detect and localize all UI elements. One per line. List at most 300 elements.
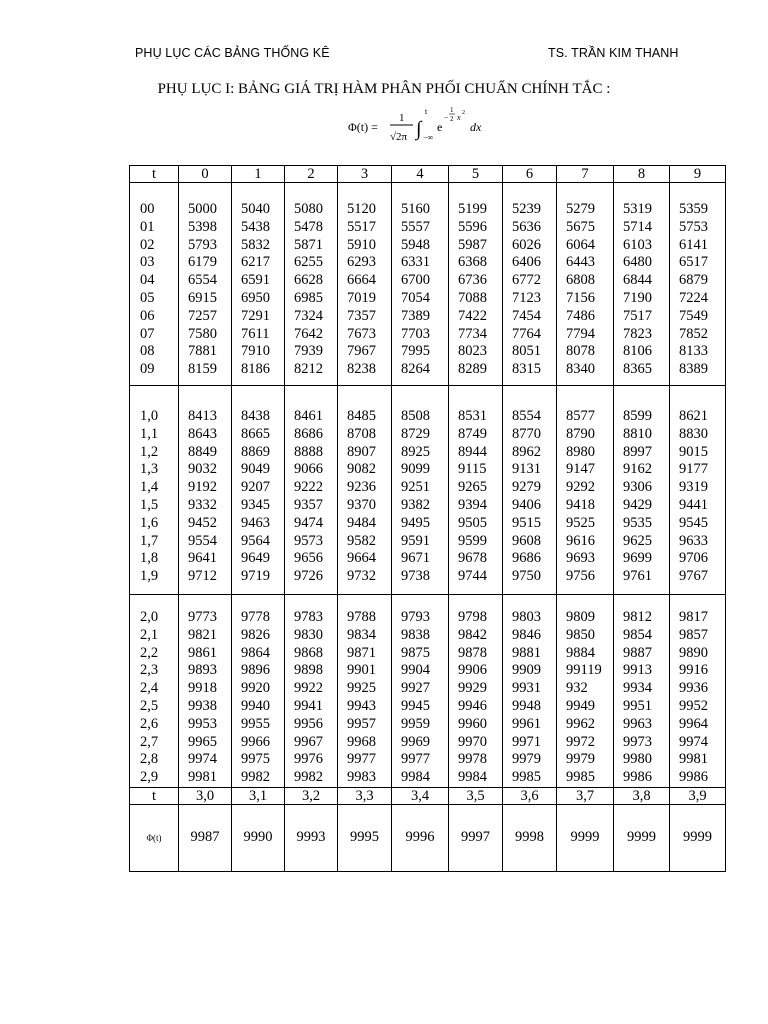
table-cell: 9916 <box>679 662 708 679</box>
row-label: 1,6 <box>140 514 159 531</box>
page-title: PHỤ LỤC I: BẢNG GIÁ TRỊ HÀM PHÂN PHỐI CHUẨN CHÍNH TẮC : <box>157 81 611 97</box>
tail-t-value: 3,2 <box>285 787 338 804</box>
value-column <box>285 594 338 787</box>
row-label: 2,1 <box>140 626 159 643</box>
row-label: 1,4 <box>140 479 159 496</box>
row-label: 2,7 <box>140 733 159 750</box>
table-cell: 99119 <box>566 662 602 679</box>
table-cell: 9931 <box>512 680 541 697</box>
table-cell: 9712 <box>188 568 217 585</box>
table-cell: 8770 <box>512 425 541 442</box>
col-header-2: 2 <box>285 166 338 183</box>
table-cell: 6915 <box>188 289 217 306</box>
table-cell: 9015 <box>679 443 708 460</box>
table-cell: 9977 <box>347 751 376 768</box>
table-cell: 9162 <box>623 461 652 478</box>
table-cell: 9846 <box>512 626 541 643</box>
table-cell: 9970 <box>458 733 487 750</box>
table-cell: 9920 <box>241 680 270 697</box>
col-header-3: 3 <box>338 166 392 183</box>
table-cell: 8830 <box>679 425 708 442</box>
table-cell: 7881 <box>188 343 217 360</box>
table-cell: 9793 <box>401 608 430 625</box>
table-cell: 6255 <box>294 254 323 271</box>
table-cell: 7995 <box>401 343 430 360</box>
table-cell: 9949 <box>566 697 595 714</box>
table-cell: 8907 <box>347 443 376 460</box>
table-cell: 9798 <box>458 608 487 625</box>
table-cell: 9706 <box>679 550 708 567</box>
table-cell: 9826 <box>241 626 270 643</box>
tail-phi-value: 9998 <box>503 804 557 871</box>
table-cell: 9884 <box>566 644 595 661</box>
table-cell: 9941 <box>294 697 323 714</box>
table-cell: 8708 <box>347 425 376 442</box>
table-cell: 7486 <box>566 307 595 324</box>
table-cell: 9515 <box>512 514 541 531</box>
table-cell: 9693 <box>566 550 595 567</box>
table-cell: 9830 <box>294 626 323 643</box>
table-cell: 5675 <box>566 218 595 235</box>
table-cell: 9890 <box>679 644 708 661</box>
table-cell: 9868 <box>294 644 323 661</box>
table-cell: 9978 <box>458 751 487 768</box>
table-cell: 9147 <box>566 461 595 478</box>
table-cell: 9066 <box>294 461 323 478</box>
table-cell: 8925 <box>401 443 430 460</box>
table-cell: 9979 <box>512 751 541 768</box>
formula-integral-upper: t <box>425 107 428 116</box>
value-column <box>392 385 449 594</box>
table-cell: 9927 <box>401 680 430 697</box>
table-cell: 9864 <box>241 644 270 661</box>
row-label: 1,2 <box>140 443 159 460</box>
table-cell: 9608 <box>512 532 541 549</box>
formula-integral-lower: −∞ <box>423 133 434 142</box>
row-label: 2,4 <box>140 680 159 697</box>
table-cell: 8665 <box>241 425 270 442</box>
table-cell: 5398 <box>188 218 217 235</box>
table-cell: 6808 <box>566 272 595 289</box>
table-cell: 8023 <box>458 343 487 360</box>
tail-phi-value: 9999 <box>670 804 726 871</box>
table-cell: 9854 <box>623 626 652 643</box>
table-cell: 5438 <box>241 218 270 235</box>
table-cell: 9871 <box>347 644 376 661</box>
table-cell: 5120 <box>347 201 376 217</box>
row-label: 09 <box>140 361 155 378</box>
table-cell: 9952 <box>679 697 708 714</box>
table-cell: 5557 <box>401 218 430 235</box>
row-label: 03 <box>140 254 155 271</box>
table-cell: 8264 <box>401 361 430 378</box>
table-cell: 9918 <box>188 680 217 697</box>
formula-exp-base: e <box>437 120 443 134</box>
table-cell: 9838 <box>401 626 430 643</box>
table-cell: 6879 <box>679 272 708 289</box>
table-cell: 9279 <box>512 479 541 496</box>
formula-denominator: √2π <box>390 131 408 143</box>
table-cell: 8461 <box>294 407 323 424</box>
table-cell: 9969 <box>401 733 430 750</box>
table-cell: 9115 <box>458 461 487 478</box>
table-cell: 8997 <box>623 443 652 460</box>
header-row <box>130 166 726 183</box>
value-column <box>449 594 503 787</box>
row-label: 01 <box>140 218 155 235</box>
tail-t-value: 3,3 <box>338 787 392 804</box>
table-cell: 9599 <box>458 532 487 549</box>
col-header-t: t <box>130 166 179 183</box>
row-label: 00 <box>140 201 155 217</box>
table-cell: 6179 <box>188 254 217 271</box>
table-cell: 9936 <box>679 680 708 697</box>
table-cell: 6064 <box>566 236 595 253</box>
table-cell: 9418 <box>566 496 595 513</box>
table-cell: 5832 <box>241 236 270 253</box>
table-cell: 7549 <box>679 307 708 324</box>
table-cell: 9686 <box>512 550 541 567</box>
table-cell: 7422 <box>458 307 487 324</box>
table-cell: 5987 <box>458 236 487 253</box>
table-cell: 9441 <box>679 496 708 513</box>
value-column <box>670 183 726 386</box>
table-cell: 9925 <box>347 680 376 697</box>
value-column <box>670 594 726 787</box>
table-cell: 9966 <box>241 733 270 750</box>
table-cell: 7054 <box>401 289 430 306</box>
row-label: 2,6 <box>140 715 159 732</box>
table-cell: 8413 <box>188 407 217 424</box>
row-label: 05 <box>140 289 155 306</box>
table-cell: 7123 <box>512 289 541 306</box>
col-header-1: 1 <box>232 166 285 183</box>
table-cell: 8508 <box>401 407 430 424</box>
table-cell: 9946 <box>458 697 487 714</box>
value-column <box>614 385 670 594</box>
table-cell: 9904 <box>401 662 430 679</box>
table-cell: 7357 <box>347 307 376 324</box>
col-header-7: 7 <box>557 166 614 183</box>
table-cell: 9985 <box>512 769 541 786</box>
table-cell: 9591 <box>401 532 430 549</box>
value-column <box>503 385 557 594</box>
table-cell: 8485 <box>347 407 376 424</box>
table-cell: 9633 <box>679 532 708 549</box>
table-cell: 9803 <box>512 608 541 625</box>
table-cell: 9974 <box>679 733 708 750</box>
table-cell: 9896 <box>241 662 270 679</box>
table-cell: 9773 <box>188 608 217 625</box>
table-cell: 6664 <box>347 272 376 289</box>
col-header-6: 6 <box>503 166 557 183</box>
table-cell: 9265 <box>458 479 487 496</box>
table-cell: 8133 <box>679 343 708 360</box>
table-cell: 7517 <box>623 307 652 324</box>
tail-t-value: 3,7 <box>557 787 614 804</box>
row-label-column <box>130 183 179 386</box>
value-column <box>285 183 338 386</box>
table-cell: 5596 <box>458 218 487 235</box>
row-label-column <box>130 385 179 594</box>
table-cell: 6736 <box>458 272 487 289</box>
table-cell: 9099 <box>401 461 430 478</box>
table-cell: 9463 <box>241 514 270 531</box>
table-cell: 9783 <box>294 608 323 625</box>
table-cell: 9985 <box>566 769 595 786</box>
table-cell: 9535 <box>623 514 652 531</box>
table-cell: 8159 <box>188 361 217 378</box>
table-cell: 9505 <box>458 514 487 531</box>
table-block <box>130 183 726 386</box>
tail-phi-value: 9993 <box>285 804 338 871</box>
formula <box>348 104 508 148</box>
table-cell: 9955 <box>241 715 270 732</box>
table-cell: 9370 <box>347 496 376 513</box>
table-cell: 9394 <box>458 496 487 513</box>
table-cell: 8051 <box>512 343 541 360</box>
col-header-0: 0 <box>179 166 232 183</box>
table-cell: 9962 <box>566 715 595 732</box>
formula-dx: dx <box>470 120 482 134</box>
header-right: TS. TRẦN KIM THANH <box>548 46 679 60</box>
table-cell: 9957 <box>347 715 376 732</box>
table-cell: 9788 <box>347 608 376 625</box>
row-label: 1,9 <box>140 568 159 585</box>
table-cell: 9940 <box>241 697 270 714</box>
value-column <box>670 385 726 594</box>
table-block <box>130 594 726 787</box>
table-cell: 9656 <box>294 550 323 567</box>
value-column <box>338 183 392 386</box>
value-column <box>392 183 449 386</box>
table-cell: 9582 <box>347 532 376 549</box>
table-cell: 9943 <box>347 697 376 714</box>
formula-exp-den: 2 <box>450 115 454 123</box>
table-cell: 9207 <box>241 479 270 496</box>
table-cell: 8365 <box>623 361 652 378</box>
table-cell: 9319 <box>679 479 708 496</box>
table-cell: 6844 <box>623 272 652 289</box>
table-cell: 6480 <box>623 254 652 271</box>
table-cell: 7454 <box>512 307 541 324</box>
table-cell: 5871 <box>294 236 323 253</box>
table-cell: 9778 <box>241 608 270 625</box>
table-cell: 9756 <box>566 568 595 585</box>
table-cell: 9495 <box>401 514 430 531</box>
table-cell: 9406 <box>512 496 541 513</box>
table-cell: 5000 <box>188 201 217 217</box>
table-cell: 9956 <box>294 715 323 732</box>
table-cell: 9984 <box>401 769 430 786</box>
table-cell: 7764 <box>512 325 541 342</box>
formula-exp-sign: − <box>444 113 449 122</box>
table-cell: 9861 <box>188 644 217 661</box>
table-cell: 9963 <box>623 715 652 732</box>
value-column <box>503 594 557 787</box>
table-cell: 7939 <box>294 343 323 360</box>
table-cell: 9678 <box>458 550 487 567</box>
row-label: 02 <box>140 236 155 253</box>
table-cell: 7019 <box>347 289 376 306</box>
table-cell: 9671 <box>401 550 430 567</box>
table-cell: 9974 <box>188 751 217 768</box>
table-cell: 9452 <box>188 514 217 531</box>
table-cell: 9664 <box>347 550 376 567</box>
value-column <box>232 594 285 787</box>
table-cell: 6950 <box>241 289 270 306</box>
table-cell: 7967 <box>347 343 376 360</box>
table-cell: 5753 <box>679 218 708 235</box>
table-cell: 9809 <box>566 608 595 625</box>
value-column <box>179 594 232 787</box>
table-cell: 9332 <box>188 496 217 513</box>
table-cell: 6406 <box>512 254 541 271</box>
table-cell: 5199 <box>458 201 487 217</box>
table-cell: 5793 <box>188 236 217 253</box>
table-cell: 6026 <box>512 236 541 253</box>
tail-phi-value: 9999 <box>614 804 670 871</box>
table-cell: 9938 <box>188 697 217 714</box>
table-cell: 9986 <box>679 769 708 786</box>
table-cell: 7642 <box>294 325 323 342</box>
table-cell: 5359 <box>679 201 708 217</box>
table-cell: 8599 <box>623 407 652 424</box>
table-cell: 9887 <box>623 644 652 661</box>
tail-phi-value: 9997 <box>449 804 503 871</box>
table-cell: 5319 <box>623 201 652 217</box>
table-cell: 8980 <box>566 443 595 460</box>
table-cell: 8869 <box>241 443 270 460</box>
table-cell: 9573 <box>294 532 323 549</box>
table-cell: 9761 <box>623 568 652 585</box>
table-cell: 7190 <box>623 289 652 306</box>
table-cell: 9817 <box>679 608 708 625</box>
value-column <box>557 385 614 594</box>
value-column <box>179 385 232 594</box>
table-cell: 9929 <box>458 680 487 697</box>
table-cell: 9554 <box>188 532 217 549</box>
table-cell: 9564 <box>241 532 270 549</box>
row-label: 1,8 <box>140 550 159 567</box>
row-label: 1,3 <box>140 461 159 478</box>
table-cell: 9909 <box>512 662 541 679</box>
value-column <box>232 183 285 386</box>
table-cell: 6628 <box>294 272 323 289</box>
table-cell: 5910 <box>347 236 376 253</box>
table-cell: 9981 <box>679 751 708 768</box>
table-cell: 7703 <box>401 325 430 342</box>
row-label: 1,7 <box>140 532 159 549</box>
table-cell: 9842 <box>458 626 487 643</box>
table-cell: 9977 <box>401 751 430 768</box>
row-label: 04 <box>140 272 155 289</box>
tail-phi-value: 9996 <box>392 804 449 871</box>
tail-phi-label <box>130 804 179 871</box>
table-cell: 5279 <box>566 201 595 217</box>
table-cell: 7156 <box>566 289 595 306</box>
table-cell: 8962 <box>512 443 541 460</box>
table-cell: 9345 <box>241 496 270 513</box>
row-label: 2,2 <box>140 644 159 661</box>
table-cell: 8577 <box>566 407 595 424</box>
row-label: 2,3 <box>140 662 159 679</box>
table-cell: 6141 <box>679 236 708 253</box>
table-cell: 8810 <box>623 425 652 442</box>
table-cell: 9961 <box>512 715 541 732</box>
value-column <box>503 183 557 386</box>
table-cell: 9875 <box>401 644 430 661</box>
row-label: 1,1 <box>140 425 159 442</box>
table-cell: 9744 <box>458 568 487 585</box>
table-cell: 9032 <box>188 461 217 478</box>
table-cell: 9967 <box>294 733 323 750</box>
formula-exp-num: 1 <box>450 106 454 114</box>
row-label: 2,8 <box>140 751 159 768</box>
table-cell: 9951 <box>623 697 652 714</box>
table-cell: 9922 <box>294 680 323 697</box>
table-cell: 8888 <box>294 443 323 460</box>
row-label-column <box>130 594 179 787</box>
table-cell: 9382 <box>401 496 430 513</box>
table-cell: 6591 <box>241 272 270 289</box>
row-label: 2,9 <box>140 769 159 786</box>
tail-t-value: 3,0 <box>179 787 232 804</box>
tail-phi-value: 9999 <box>557 804 614 871</box>
formula-exp-var: x <box>457 113 461 122</box>
table-cell: 932 <box>566 680 588 697</box>
table-cell: 7088 <box>458 289 487 306</box>
table-cell: 9968 <box>347 733 376 750</box>
tail-phi-value: 9987 <box>179 804 232 871</box>
table-cell: 9484 <box>347 514 376 531</box>
table-cell: 6700 <box>401 272 430 289</box>
table-cell: 8340 <box>566 361 595 378</box>
table-cell: 8438 <box>241 407 270 424</box>
table-cell: 9177 <box>679 461 708 478</box>
table-cell: 6554 <box>188 272 217 289</box>
tail-phi-row <box>130 804 726 871</box>
table-cell: 8389 <box>679 361 708 378</box>
value-column <box>614 183 670 386</box>
value-column <box>232 385 285 594</box>
table-cell: 5714 <box>623 218 652 235</box>
table-cell: 9222 <box>294 479 323 496</box>
table-cell: 9049 <box>241 461 270 478</box>
value-column <box>449 385 503 594</box>
tail-t-value: 3,4 <box>392 787 449 804</box>
table-cell: 9973 <box>623 733 652 750</box>
table-cell: 5239 <box>512 201 541 217</box>
table-cell: 8554 <box>512 407 541 424</box>
value-column <box>614 594 670 787</box>
table-cell: 9750 <box>512 568 541 585</box>
table-cell: 9236 <box>347 479 376 496</box>
table-cell: 9979 <box>566 751 595 768</box>
table-cell: 8849 <box>188 443 217 460</box>
formula-lhs: Φ(t) = <box>348 120 378 134</box>
table-cell: 9251 <box>401 479 430 496</box>
table-cell: 7611 <box>241 325 270 342</box>
table-cell: 8643 <box>188 425 217 442</box>
table-cell: 9732 <box>347 568 376 585</box>
tail-t-value: 3,6 <box>503 787 557 804</box>
table-cell: 6331 <box>401 254 430 271</box>
table-cell: 7852 <box>679 325 708 342</box>
table-cell: 6517 <box>679 254 708 271</box>
table-cell: 8944 <box>458 443 487 460</box>
table-cell: 7580 <box>188 325 217 342</box>
